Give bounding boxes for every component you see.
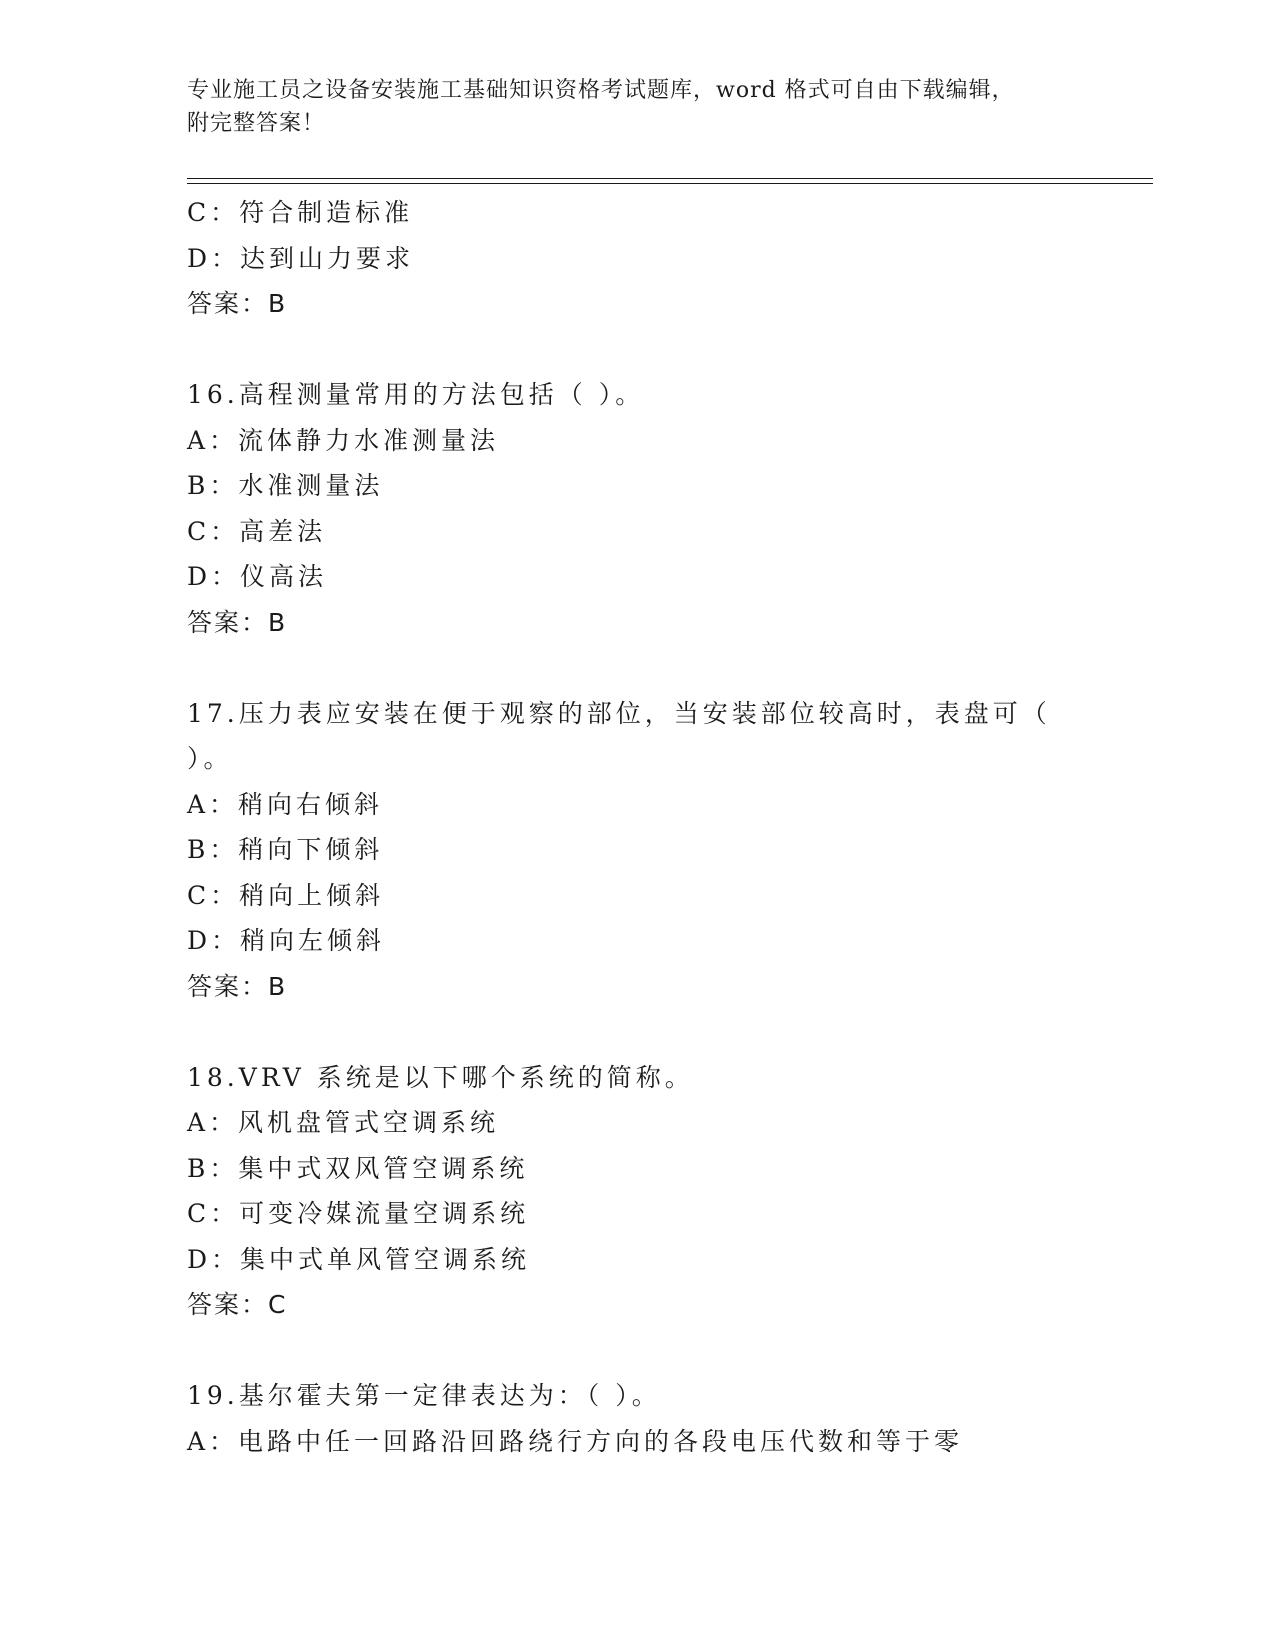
spacer	[187, 1009, 1147, 1055]
option-a: A：流体静力水准测量法	[187, 425, 500, 455]
question-title: 19.基尔霍夫第一定律表达为：（ ）。	[187, 1381, 661, 1410]
header-divider-top	[187, 178, 1153, 179]
document-header	[187, 74, 1067, 140]
option-c: C：稍向上倾斜	[187, 880, 385, 910]
header-divider-bottom	[187, 183, 1153, 184]
option-b: B：集中式双风管空调系统	[187, 1153, 529, 1183]
answer-line: 答案：B	[187, 607, 288, 637]
option-d: D：达到山力要求	[187, 243, 415, 273]
question-title-continued: ）。	[187, 744, 233, 773]
spacer	[187, 645, 1147, 691]
question-list	[187, 190, 1147, 1464]
option-d: D：稍向左倾斜	[187, 926, 386, 955]
option-a: A：电路中任一回路沿回路绕行方向的各段电压代数和等于零	[187, 1426, 964, 1456]
question-title: 17.压力表应安装在便于观察的部位，当安装部位较高时，表盘可（	[187, 698, 1051, 728]
header-line-1: 专业施工员之设备安装施工基础知识资格考试题库，word 格式可自由下载编辑，	[187, 78, 1015, 103]
answer-line: 答案：B	[187, 289, 288, 318]
answer-line: 答案：B	[187, 971, 288, 1001]
header-line-2: 附完整答案！	[187, 111, 326, 136]
question-title: 18.VRV 系统是以下哪个系统的简称。	[187, 1062, 694, 1092]
option-d: D：仪高法	[187, 562, 328, 591]
option-c: C：高差法	[187, 516, 327, 546]
option-b: B：稍向下倾斜	[187, 835, 384, 864]
option-b: B：水准测量法	[187, 471, 384, 500]
answer-line: 答案：C	[187, 1290, 288, 1319]
option-a: A：风机盘管式空调系统	[187, 1108, 500, 1137]
option-c: C：可变冷媒流量空调系统	[187, 1199, 530, 1228]
option-c: C：符合制造标准	[187, 198, 414, 227]
spacer	[187, 327, 1147, 373]
option-d: D：集中式单风管空调系统	[187, 1244, 531, 1274]
question-title: 16.高程测量常用的方法包括（ ）。	[187, 380, 645, 409]
spacer	[187, 1328, 1147, 1374]
option-a: A：稍向右倾斜	[187, 789, 384, 819]
